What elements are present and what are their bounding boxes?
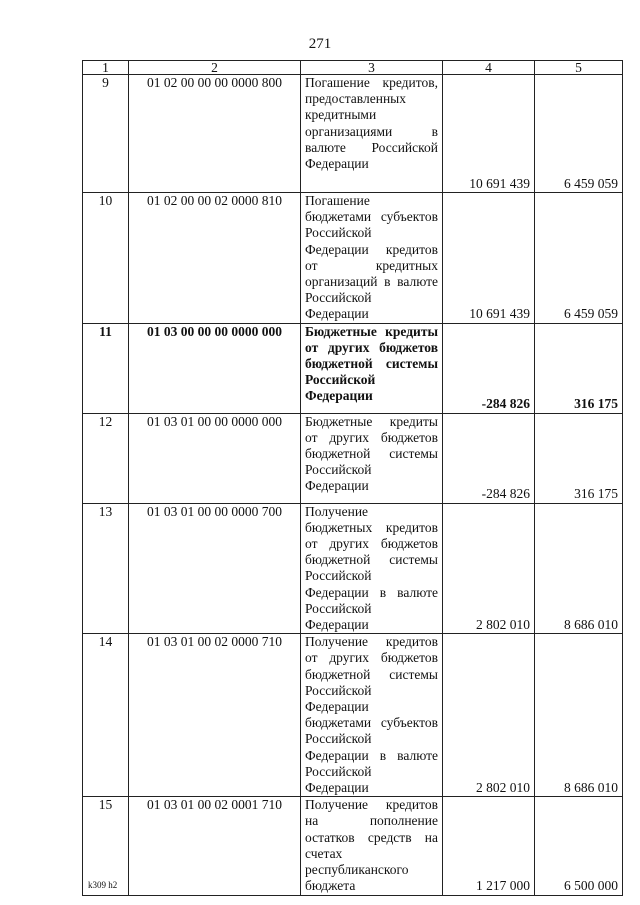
column-header-3: 3 (301, 61, 443, 75)
row-number: 12 (83, 413, 129, 503)
row-number: 10 (83, 193, 129, 324)
source-name: Получение бюджетных кредитов от других бюджетов бюджетной системы Российской Федерации в валюте Российской Федерации (301, 503, 443, 634)
column-header-5: 5 (535, 61, 623, 75)
budget-code: 01 03 01 00 02 0000 710 (129, 634, 301, 797)
amount-column-4: 2 802 010 (443, 634, 535, 797)
row-number: 13 (83, 503, 129, 634)
amount-column-4: -284 826 (443, 323, 535, 413)
budget-code: 01 03 01 00 02 0001 710 (129, 797, 301, 895)
amount-column-4: 1 217 000 (443, 797, 535, 895)
amount-column-5: 6 459 059 (535, 75, 623, 193)
table-row (83, 503, 623, 634)
amount-column-5: 6 459 059 (535, 193, 623, 324)
budget-sources-table (82, 60, 623, 896)
column-header-1: 1 (83, 61, 129, 75)
amount-column-5: 8 686 010 (535, 503, 623, 634)
table-row (83, 797, 623, 895)
budget-code: 01 03 00 00 00 0000 000 (129, 323, 301, 413)
budget-code: 01 02 00 00 00 0000 800 (129, 75, 301, 193)
source-name: Получение кредитов от других бюджетов бюджетной системы Российской Федерации бюджетами субъектов Российской Федерации в валюте Российской Федерации (301, 634, 443, 797)
budget-code: 01 02 00 00 02 0000 810 (129, 193, 301, 324)
row-number: 11 (83, 323, 129, 413)
amount-column-5: 316 175 (535, 323, 623, 413)
table-row (83, 323, 623, 413)
table-header-row (83, 61, 623, 75)
amount-column-4: 2 802 010 (443, 503, 535, 634)
column-header-4: 4 (443, 61, 535, 75)
row-number: 15 (83, 797, 129, 895)
table-row (83, 634, 623, 797)
source-name: Бюджетные кредиты от других бюджетов бюджетной системы Российской Федерации (301, 323, 443, 413)
row-number: 14 (83, 634, 129, 797)
amount-column-4: 10 691 439 (443, 193, 535, 324)
table-row (83, 193, 623, 324)
amount-column-5: 8 686 010 (535, 634, 623, 797)
row-number: 9 (83, 75, 129, 193)
budget-code: 01 03 01 00 00 0000 700 (129, 503, 301, 634)
document-footer-code: k309 h2 (88, 880, 118, 890)
amount-column-5: 316 175 (535, 413, 623, 503)
source-name: Погашение бюджетами субъектов Российской Федерации кредитов от кредитных организаций в валюте Российской Федерации (301, 193, 443, 324)
source-name: Получение кредитов на пополнение остатков средств на счетах республиканского бюджета (301, 797, 443, 895)
page-number: 271 (308, 36, 332, 52)
amount-column-5: 6 500 000 (535, 797, 623, 895)
column-header-2: 2 (129, 61, 301, 75)
budget-code: 01 03 01 00 00 0000 000 (129, 413, 301, 503)
table-row (83, 413, 623, 503)
amount-column-4: 10 691 439 (443, 75, 535, 193)
source-name: Погашение кредитов, предоставленных кредитными организациями в валюте Российской Федерации (301, 75, 443, 193)
source-name: Бюджетные кредиты от других бюджетов бюджетной системы Российской Федерации (301, 413, 443, 503)
amount-column-4: -284 826 (443, 413, 535, 503)
table-row (83, 75, 623, 193)
